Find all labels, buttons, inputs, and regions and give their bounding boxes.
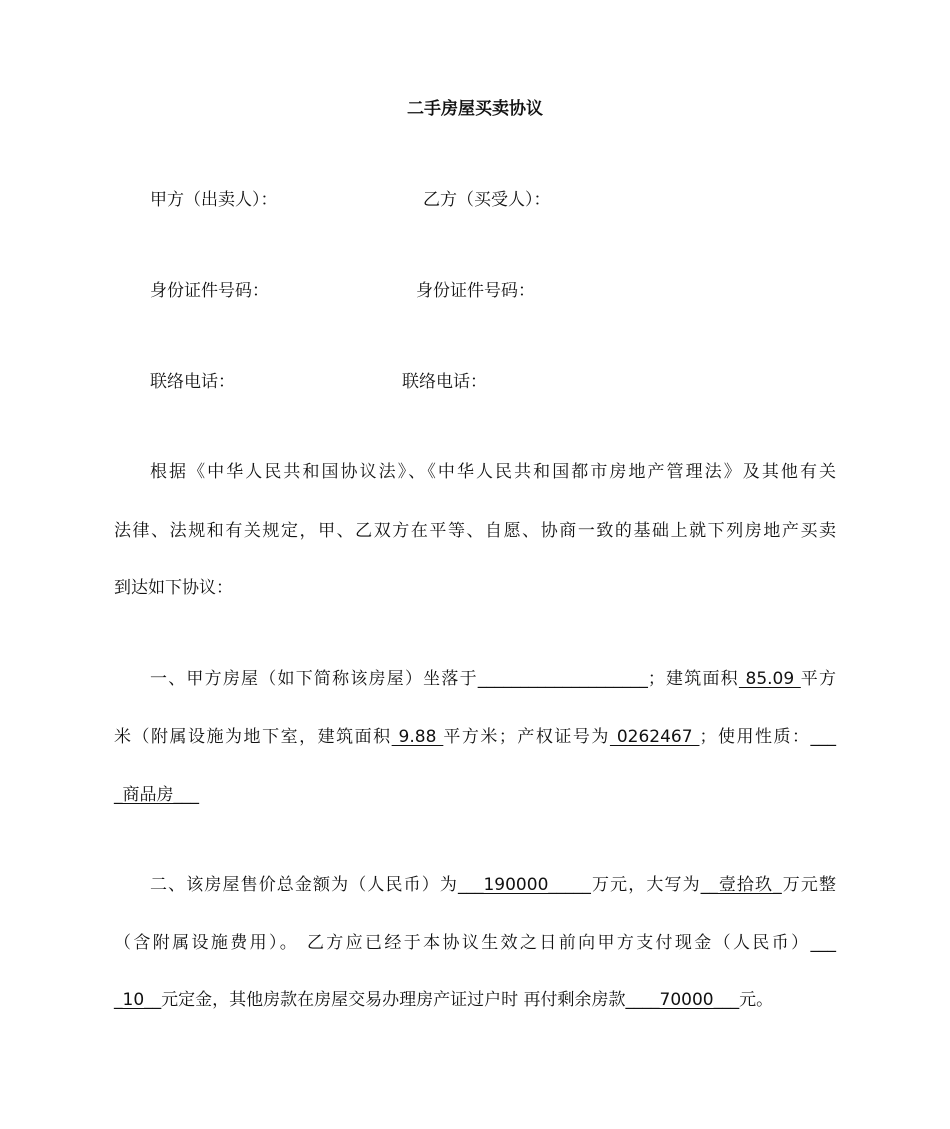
clause2-line-3 bbox=[114, 987, 836, 1013]
buyer-label: 乙方（买受人）： bbox=[423, 190, 551, 210]
clause2-text: 元。 bbox=[739, 990, 774, 1010]
buyer-phone-label: 联络电话： bbox=[402, 372, 487, 392]
clause1-text: 平方 bbox=[800, 669, 837, 689]
clause2-line-1 bbox=[150, 872, 836, 898]
clause2-line-2 bbox=[114, 930, 836, 956]
location-blank: ____________________ bbox=[477, 669, 648, 689]
preamble-line-3: 到达如下协议： bbox=[114, 578, 233, 598]
usage-value: _商品房___ bbox=[114, 785, 199, 805]
cash-blank: ___ bbox=[810, 933, 836, 953]
seller-phone-label: 联络电话： bbox=[150, 372, 235, 392]
preamble-line-1: 根据《中华人民共和国协议法》、《中华人民共和国都市房地产管理法》及其他有关 bbox=[150, 462, 836, 482]
clause1-line-1 bbox=[150, 666, 836, 692]
clause2-text: （含附属设施费用）。 乙方应已经于本协议生效之日前向甲方支付现金（人民币） bbox=[114, 933, 811, 953]
preamble-line-2: 法律、法规和有关规定，甲、乙双方在平等、自愿、协商一致的基础上就下列房地产买卖 bbox=[114, 521, 836, 541]
clause2-text: 万元，大写为 bbox=[590, 875, 701, 895]
clause1-text: ；建筑面积 bbox=[647, 669, 739, 689]
clause2-text: 二、该房屋售价总金额为（人民币）为 bbox=[150, 875, 458, 895]
clause1-line-3 bbox=[114, 782, 836, 808]
price-in-words: __壹拾玖_ bbox=[700, 875, 782, 895]
seller-id-label: 身份证件号码： bbox=[150, 281, 269, 301]
document-title: 二手房屋买卖协议 bbox=[407, 99, 543, 119]
building-area-value: 85.09 bbox=[738, 669, 801, 689]
clause1-text: 米（附属设施为地下室，建筑面积 bbox=[114, 727, 392, 747]
usage-blank: ___ bbox=[810, 727, 837, 747]
total-price-value: ___190000_____ bbox=[457, 875, 591, 895]
deposit-value: _10__ bbox=[114, 990, 162, 1010]
remaining-payment-value: ____70000___ bbox=[625, 990, 740, 1010]
clause1-line-2 bbox=[114, 724, 836, 750]
clause2-text: 元定金，其他房款在房屋交易办理房产证过户时 再付剩余房款 bbox=[161, 990, 626, 1010]
clause2-text: 万元整 bbox=[781, 875, 837, 895]
clause1-text: 一、甲方房屋（如下简称该房屋）坐落于 bbox=[150, 669, 478, 689]
basement-area-value: 9.88 bbox=[391, 727, 444, 747]
clause1-text: 平方米；产权证号为 bbox=[443, 727, 610, 747]
buyer-id-label: 身份证件号码： bbox=[416, 281, 535, 301]
clause1-text: ；使用性质： bbox=[699, 727, 811, 747]
seller-label: 甲方（出卖人）： bbox=[150, 190, 278, 210]
property-cert-number: 0262467 bbox=[609, 727, 700, 747]
